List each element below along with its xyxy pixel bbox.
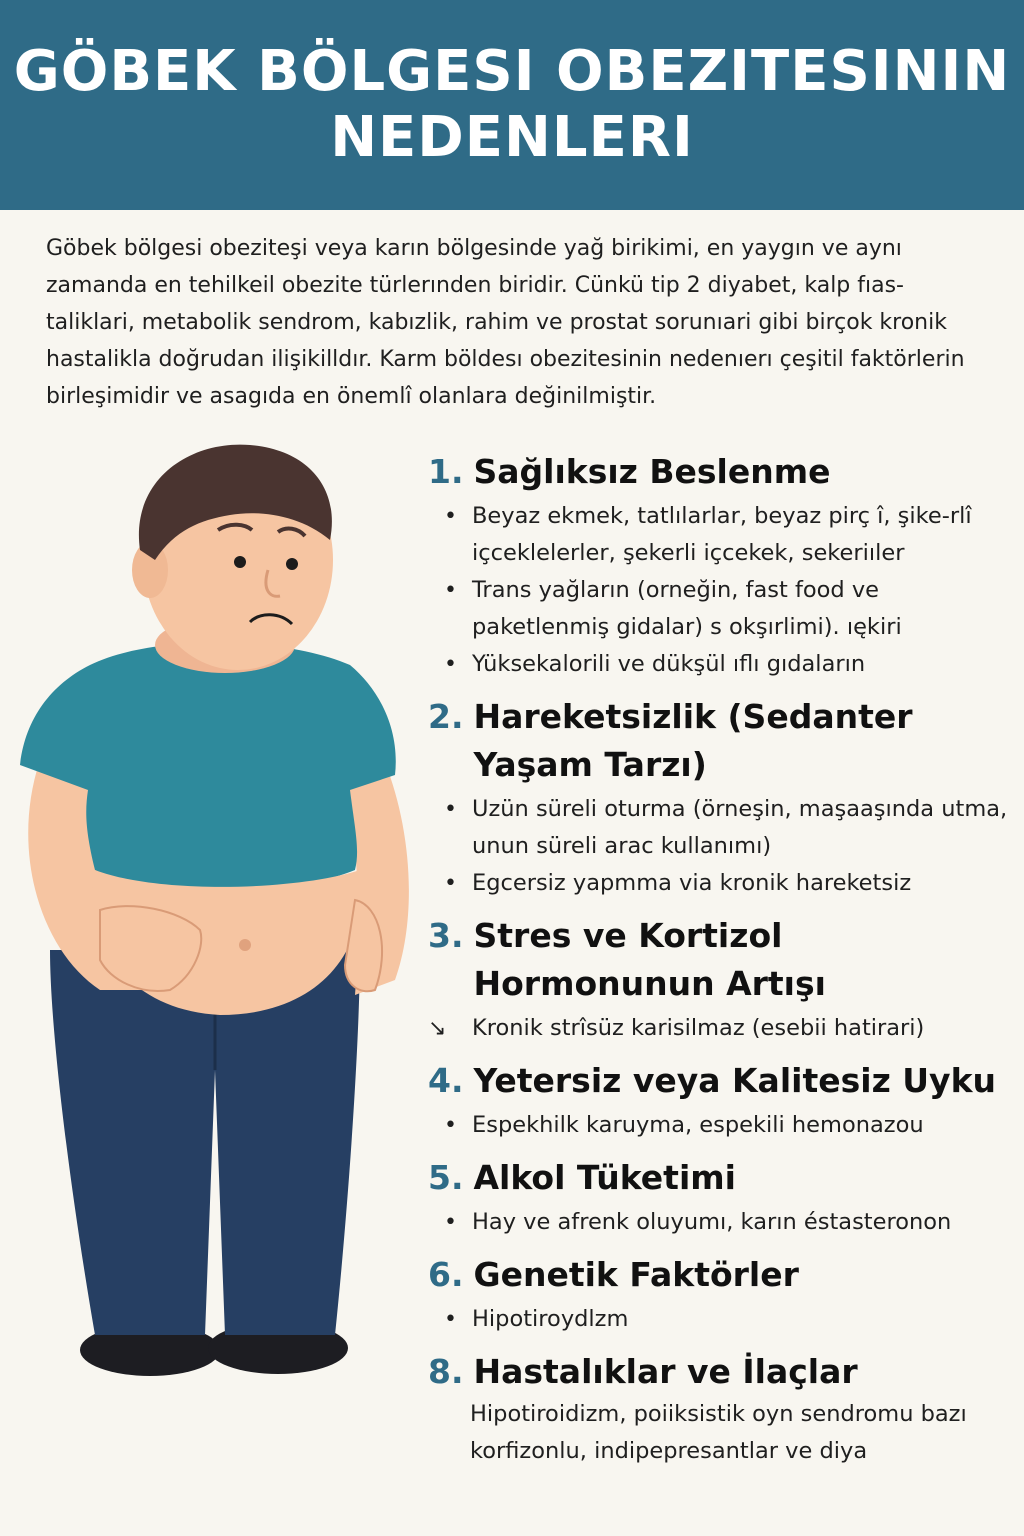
section-heading: Hastalıklar ve İlaçlar [473, 1352, 858, 1391]
section-4 [428, 1057, 1008, 1144]
page-title [14, 39, 1010, 171]
bullet-list [428, 1301, 1008, 1338]
section-number: 4. [428, 1061, 464, 1100]
section-5 [428, 1154, 1008, 1241]
list-item: • Egcersiz yapmma via kronik hareketsiz [428, 865, 1008, 902]
dot-bullet-icon: • [444, 1307, 457, 1332]
list-item: • Hay ve afrenk oluyumı, karın éstasteronon [428, 1204, 1008, 1241]
section-title [428, 693, 1008, 789]
section-heading: Sağlıksız Beslenme [473, 452, 831, 491]
bullet-list [428, 498, 1008, 683]
section-number: 2. [428, 697, 464, 736]
section-heading: Hareketsizlik (Sedanter Yaşam Tarzı) [473, 697, 913, 784]
left-eye [234, 556, 246, 568]
bullet-list [428, 791, 1008, 902]
dot-bullet-icon: • [444, 871, 457, 896]
belly-button [239, 939, 251, 951]
section-title [428, 1154, 1008, 1202]
section-number: 1. [428, 452, 464, 491]
list-item: • Uzün süreli oturma (örneşin, maşaaşında utma, unun süreli arac kullanımı) [428, 791, 1008, 865]
section-number: 8. [428, 1352, 464, 1391]
section-2 [428, 693, 1008, 902]
section-heading: Yetersiz veya Kalitesiz Uyku [473, 1061, 997, 1100]
dot-bullet-icon: • [444, 797, 457, 822]
list-item: ↘ Kronik strîsüz karisilmaz (esebii hatirari) [428, 1010, 1008, 1047]
section-3 [428, 912, 1008, 1047]
section-title [428, 1251, 1008, 1299]
section-heading: Alkol Tüketimi [473, 1158, 736, 1197]
list-item: • Espekhilk karuyma, espekili hemonazou [428, 1107, 1008, 1144]
title-line-1: GÖBEK BÖLGESI OBEZITESININ [13, 39, 1011, 104]
arrow-bullet-icon: ↘ [428, 1016, 447, 1041]
section-number: 6. [428, 1255, 464, 1294]
right-eye [286, 558, 298, 570]
overweight-man-illustration [0, 430, 430, 1420]
section-title [428, 912, 1008, 1008]
dot-bullet-icon: • [444, 1210, 457, 1235]
list-item: • Yüksekalorili ve dükşül ıflı gıdaların [428, 646, 1008, 683]
list-item: • Hipotiroydlzm [428, 1301, 1008, 1338]
section-8 [428, 1348, 1008, 1470]
list-item: • Beyaz ekmek, tatlılarlar, beyaz pirç î, şike-rlî içceklelerler, şekerli içcekek, sekeriıler [428, 498, 1008, 572]
man-figure-svg [0, 430, 430, 1420]
causes-list [428, 448, 1008, 1480]
bullet-list [428, 1107, 1008, 1144]
section-1 [428, 448, 1008, 683]
title-line-2: NEDENLERI [330, 105, 694, 170]
list-item: • Trans yağların (orneğin, fast food ve paketlenmiş gidalar) s okşırlimi). ıękiri [428, 572, 1008, 646]
section-text: Hipotiroidizm, poiiksistik oyn sendromu bazı korfizonlu, indipepresantlar ve diya [470, 1401, 967, 1464]
intro-paragraph: Göbek bölgesi obeziteşi veya karın bölgesinde yağ birikimi, en yaygın ve aynı zamanda en tehilkeil obezite türlerınden biridir. Cünkü tip 2 diyabet, kalp fıas-taliklari, metabolik sendrom, kabızlik, rahim ve prostat sorunıari gibi birçok kronik hastalikla doğrudan ilişikilldır. Karm böldesı obezitesinin nedenıerı çeşitil faktörlerin birleşimidir ve asagıda en önemlî olanlara değinilmiştir. [46, 236, 965, 409]
dot-bullet-icon: • [444, 1113, 457, 1138]
page-header [0, 0, 1024, 210]
section-heading: Genetik Faktörler [473, 1255, 799, 1294]
dot-bullet-icon: • [444, 504, 457, 529]
section-number: 5. [428, 1158, 464, 1197]
bullet-list [428, 1010, 1008, 1047]
section-6 [428, 1251, 1008, 1338]
section-number: 3. [428, 916, 464, 955]
section-heading: Stres ve Kortizol Hormonunun Artışı [473, 916, 826, 1003]
section-title [428, 448, 1008, 496]
bullet-list [428, 1204, 1008, 1241]
dot-bullet-icon: • [444, 578, 457, 603]
dot-bullet-icon: • [444, 652, 457, 677]
section-title [428, 1348, 1008, 1396]
section-title [428, 1057, 1008, 1105]
